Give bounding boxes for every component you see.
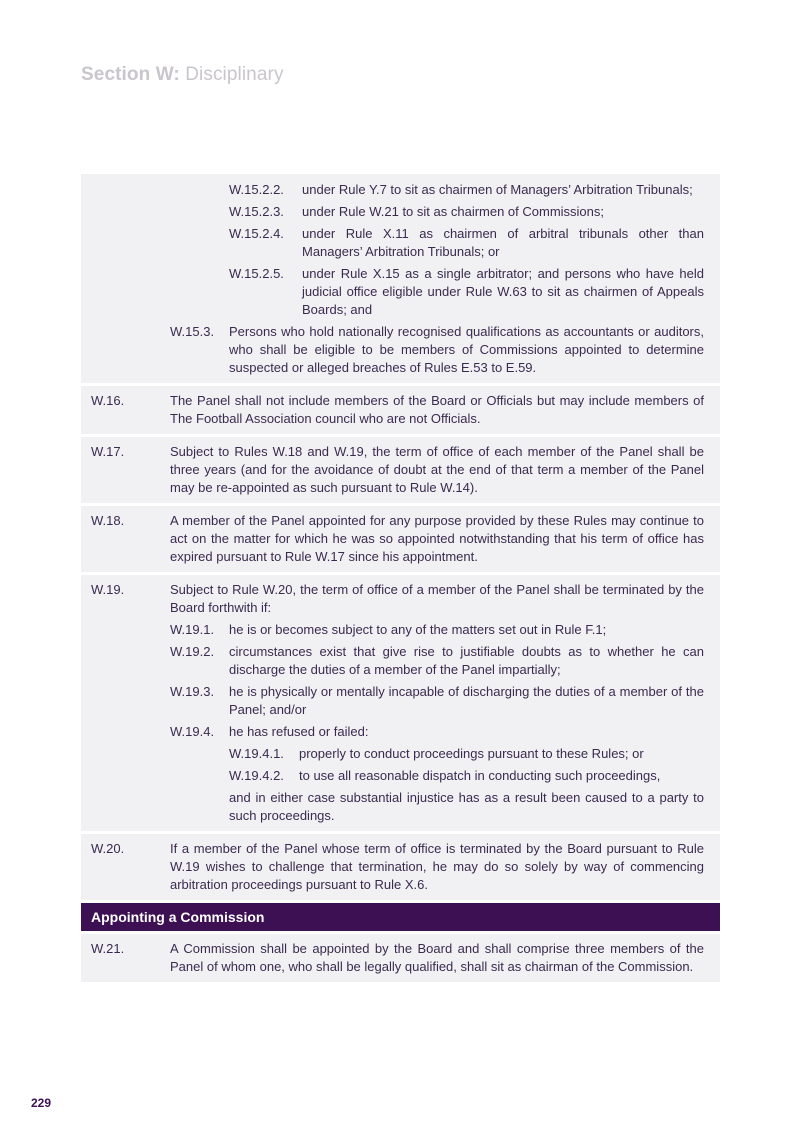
- rule-line: [91, 265, 704, 319]
- rule-row-w19: [81, 575, 720, 831]
- rule-number: W.15.2.3.: [229, 204, 284, 219]
- rule-number: W.15.2.2.: [229, 182, 284, 197]
- rule-text: The Panel shall not include members of the Board or Officials but may include members of The Football Association council who are not Officials.: [170, 393, 704, 426]
- rule-text: If a member of the Panel whose term of office is terminated by the Board pursuant to Rule W.19 wishes to challenge that termination, he may do so solely by way of commencing arbitration proceedings pursuant to Rule X.6.: [170, 841, 704, 892]
- rule-number: W.19.1.: [170, 622, 215, 637]
- rule-text: under Rule W.21 to sit as chairmen of Commissions;: [302, 204, 605, 219]
- section-title-rest: Disciplinary: [179, 64, 284, 85]
- rule-line: [91, 225, 704, 261]
- rule-number: W.15.2.5.: [229, 266, 284, 281]
- rule-line: [91, 621, 704, 639]
- rule-number: W.16.: [91, 393, 125, 408]
- rule-text: Subject to Rule W.20, the term of office of a member of the Panel shall be terminated by the Board forthwith if:: [170, 582, 704, 615]
- rule-line: [91, 683, 704, 719]
- rule-text: Persons who hold nationally recognised qualifications as accountants or auditors, who shall be eligible to be members of Commissions appointed to determine suspected or alleged breaches of Rules E.53 to E.59.: [229, 324, 704, 375]
- rule-line: [91, 767, 704, 785]
- rule-line: [91, 181, 704, 199]
- rule-line: [91, 940, 704, 976]
- rule-number: W.15.3.: [170, 324, 215, 339]
- rule-text: he has refused or failed:: [229, 724, 369, 739]
- rule-text: under Rule X.11 as chairmen of arbitral tribunals other than Managers’ Arbitration Tribunals; or: [302, 226, 704, 259]
- rule-text: to use all reasonable dispatch in conducting such proceedings,: [299, 768, 661, 783]
- rule-line: [91, 203, 704, 221]
- rule-row-w20: [81, 834, 720, 900]
- rule-number: W.19.2.: [170, 644, 215, 659]
- rule-line: [91, 840, 704, 894]
- section-title: [81, 64, 284, 86]
- rule-row-w18: [81, 506, 720, 572]
- rule-number: W.15.2.4.: [229, 226, 284, 241]
- page-number: 229: [31, 1096, 52, 1110]
- rule-line: [91, 643, 704, 679]
- section-title-bold: Section W:: [81, 64, 180, 85]
- rule-text: properly to conduct proceedings pursuant to these Rules; or: [299, 746, 644, 761]
- rule-row-w21: [81, 934, 720, 982]
- rule-number: W.19.4.: [170, 724, 215, 739]
- rule-number: W.19.4.1.: [229, 746, 284, 761]
- rule-line: [91, 745, 704, 763]
- rule-line: [91, 723, 704, 741]
- rule-number: W.20.: [91, 841, 125, 856]
- rule-text: circumstances exist that give rise to justifiable doubts as to whether he can discharge the duties of a member of the Panel impartially;: [229, 644, 704, 677]
- subsection-heading: Appointing a Commission: [81, 903, 720, 931]
- rule-number: W.18.: [91, 513, 125, 528]
- rule-text: he is or becomes subject to any of the matters set out in Rule F.1;: [229, 622, 607, 637]
- rule-line: [91, 323, 704, 377]
- rule-text: A Commission shall be appointed by the Board and shall comprise three members of the Panel of whom one, who shall be legally qualified, shall sit as chairman of the Commission.: [170, 941, 704, 974]
- rule-number: W.17.: [91, 444, 125, 459]
- rule-text: A member of the Panel appointed for any purpose provided by these Rules may continue to act on the matter for which he was so appointed notwithstanding that his term of office has expired pursuant to Rule W.17 since his appointment.: [170, 513, 704, 564]
- rule-line: [91, 443, 704, 497]
- rule-text: under Rule Y.7 to sit as chairmen of Managers’ Arbitration Tribunals;: [302, 182, 693, 197]
- rule-line: [91, 392, 704, 428]
- rule-text: under Rule X.15 as a single arbitrator; and persons who have held judicial office eligible under Rule W.63 to sit as chairmen of Appeals Boards; and: [302, 266, 704, 317]
- rules-table: [81, 174, 720, 985]
- rule-row-w16: [81, 386, 720, 434]
- rule-continuation: and in either case substantial injustice has as a result been caused to a party to such proceedings.: [229, 790, 704, 823]
- rule-number: W.19.: [91, 582, 125, 597]
- rule-number: W.19.3.: [170, 684, 215, 699]
- rule-line: [91, 512, 704, 566]
- rule-row-w15: [81, 174, 720, 383]
- rule-text: Subject to Rules W.18 and W.19, the term of office of each member of the Panel shall be three years (and for the avoidance of doubt at the end of that term a member of the Panel may be re-appointed as such pursuant to Rule W.14).: [170, 444, 704, 495]
- rule-text: he is physically or mentally incapable of discharging the duties of a member of the Panel; and/or: [229, 684, 704, 717]
- rule-number: W.19.4.2.: [229, 768, 284, 783]
- rule-line: [91, 581, 704, 617]
- rule-row-w17: [81, 437, 720, 503]
- rule-number: W.21.: [91, 941, 125, 956]
